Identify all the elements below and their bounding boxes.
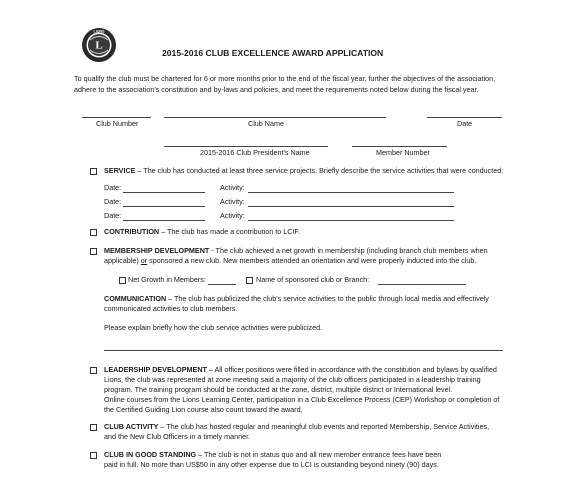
leadership-text-2: Lions, the club was represented at zone meeting said a majority of the club officers participated in a leadership training xyxy=(104,375,481,384)
good-standing-text-1 xyxy=(104,450,441,460)
service-date-line-1[interactable] xyxy=(123,192,205,193)
good-standing-checkbox[interactable] xyxy=(90,452,97,459)
lions-logo-icon xyxy=(81,27,117,63)
leadership-text-3: program. The training program should be conducted at the zone, district, multiple district or International level. xyxy=(104,385,453,394)
contribution-description: – The club has made a contribution to LCIF. xyxy=(159,227,301,236)
date-line[interactable] xyxy=(427,117,502,118)
club-activity-text-2: and the New Club Officers in a timely manner. xyxy=(104,432,251,441)
service-activity-line-3[interactable] xyxy=(248,220,454,221)
logo-text: LIONS xyxy=(93,29,105,34)
service-checkbox[interactable] xyxy=(90,168,97,175)
service-date-line-2[interactable] xyxy=(123,206,205,207)
club-name-line[interactable] xyxy=(164,117,386,118)
page-title: 2015-2016 CLUB EXCELLENCE AWARD APPLICATION xyxy=(162,48,384,58)
club-name-label: Club Name xyxy=(248,119,284,128)
membership-text-2 xyxy=(104,256,476,266)
net-growth-checkbox[interactable] xyxy=(119,277,126,284)
leadership-label: LEADERSHIP DEVELOPMENT xyxy=(104,365,207,374)
communication-explain: Please explain briefly how the club service activities were publicized. xyxy=(104,323,323,332)
president-name-line[interactable] xyxy=(164,146,328,147)
leadership-text-4: Online courses from the Lions Learning Center, participation in a Club Excellence Process (CEP) Workshop or completion of xyxy=(104,395,500,404)
communication-description-1: – The club has publicized the club's service activities to the public through local media and effectively xyxy=(166,294,489,303)
communication-text-1 xyxy=(104,294,489,304)
good-standing-description-1: – The club is not in status quo and all new member entrance fees have been xyxy=(196,450,442,459)
service-date-label-3: Date: xyxy=(104,211,122,220)
member-number-label: Member Number xyxy=(376,148,430,157)
service-date-label-2: Date: xyxy=(104,197,122,206)
club-number-label: Club Number xyxy=(96,119,139,128)
membership-text-1 xyxy=(104,246,488,256)
club-activity-text-1 xyxy=(104,422,489,432)
intro-line-2: adhere to the association's constitution and by-laws and policies, and meet the requirements noted below during the fiscal year. xyxy=(74,85,479,94)
club-number-line[interactable] xyxy=(82,117,151,118)
membership-description-2a: applicable) xyxy=(104,256,141,265)
communication-text-2: communicated activities to club members. xyxy=(104,304,238,313)
communication-answer-line[interactable] xyxy=(104,350,503,351)
net-growth-line[interactable] xyxy=(208,284,236,285)
membership-or: or xyxy=(140,256,148,265)
club-activity-description-1: – The club has hosted regular and meaningful club events and reported Membership, Service Activities, xyxy=(158,422,490,431)
sponsored-club-line[interactable] xyxy=(378,284,466,285)
service-description: – The club has conducted at least three service projects. Briefly describe the service activities that were conducted: xyxy=(135,166,504,175)
membership-checkbox[interactable] xyxy=(90,248,97,255)
service-activity-label-1: Activity: xyxy=(220,183,245,192)
club-activity-label: CLUB ACTIVITY xyxy=(104,422,159,431)
club-activity-checkbox[interactable] xyxy=(90,424,97,431)
leadership-checkbox[interactable] xyxy=(90,367,97,374)
intro-line-1: To qualify the club must be chartered for 6 or more months prior to the end of the fiscal year, further the objectives of the association, xyxy=(74,74,496,83)
good-standing-text-2: paid in full. No more than US$50 in any other expense due to LCI is outstanding beyond ninety (90) days. xyxy=(104,460,439,469)
membership-description-2b: sponsored a new club. New members attended an orientation and were properly inducted into the club. xyxy=(147,256,477,265)
contribution-label: CONTRIBUTION xyxy=(104,227,160,236)
membership-description-1: - The club achieved a net growth in membership (including branch club members when xyxy=(209,246,488,255)
service-activity-label-2: Activity: xyxy=(220,197,245,206)
leadership-text-1 xyxy=(104,365,497,375)
communication-label: COMMUNICATION xyxy=(104,294,167,303)
leadership-description-1: – All officer positions were filled in accordance with the constitution and bylaws by qualified xyxy=(206,365,497,374)
membership-label: MEMBERSHIP DEVELOPMENT xyxy=(104,246,210,255)
service-date-label-1: Date: xyxy=(104,183,122,192)
service-activity-line-2[interactable] xyxy=(248,206,454,207)
contribution-text xyxy=(104,227,300,237)
service-label: SERVICE xyxy=(104,166,136,175)
member-number-line[interactable] xyxy=(352,146,447,147)
service-activity-line-1[interactable] xyxy=(248,192,454,193)
date-label: Date xyxy=(457,119,473,128)
sponsored-club-label: Name of sponsored club or Branch: xyxy=(256,275,370,284)
logo-letter: L xyxy=(95,39,103,52)
service-activity-label-3: Activity: xyxy=(220,211,245,220)
president-name-label: 2015-2016 Club President's Name xyxy=(200,148,310,157)
good-standing-label: CLUB IN GOOD STANDING xyxy=(104,450,197,459)
sponsored-club-checkbox[interactable] xyxy=(246,277,253,284)
contribution-checkbox[interactable] xyxy=(90,229,97,236)
leadership-text-5: the Certified Guiding Lion course also count toward the award. xyxy=(104,405,303,414)
service-date-line-3[interactable] xyxy=(123,220,205,221)
service-text xyxy=(104,166,503,176)
net-growth-label: Net Growth in Members: xyxy=(128,275,206,284)
